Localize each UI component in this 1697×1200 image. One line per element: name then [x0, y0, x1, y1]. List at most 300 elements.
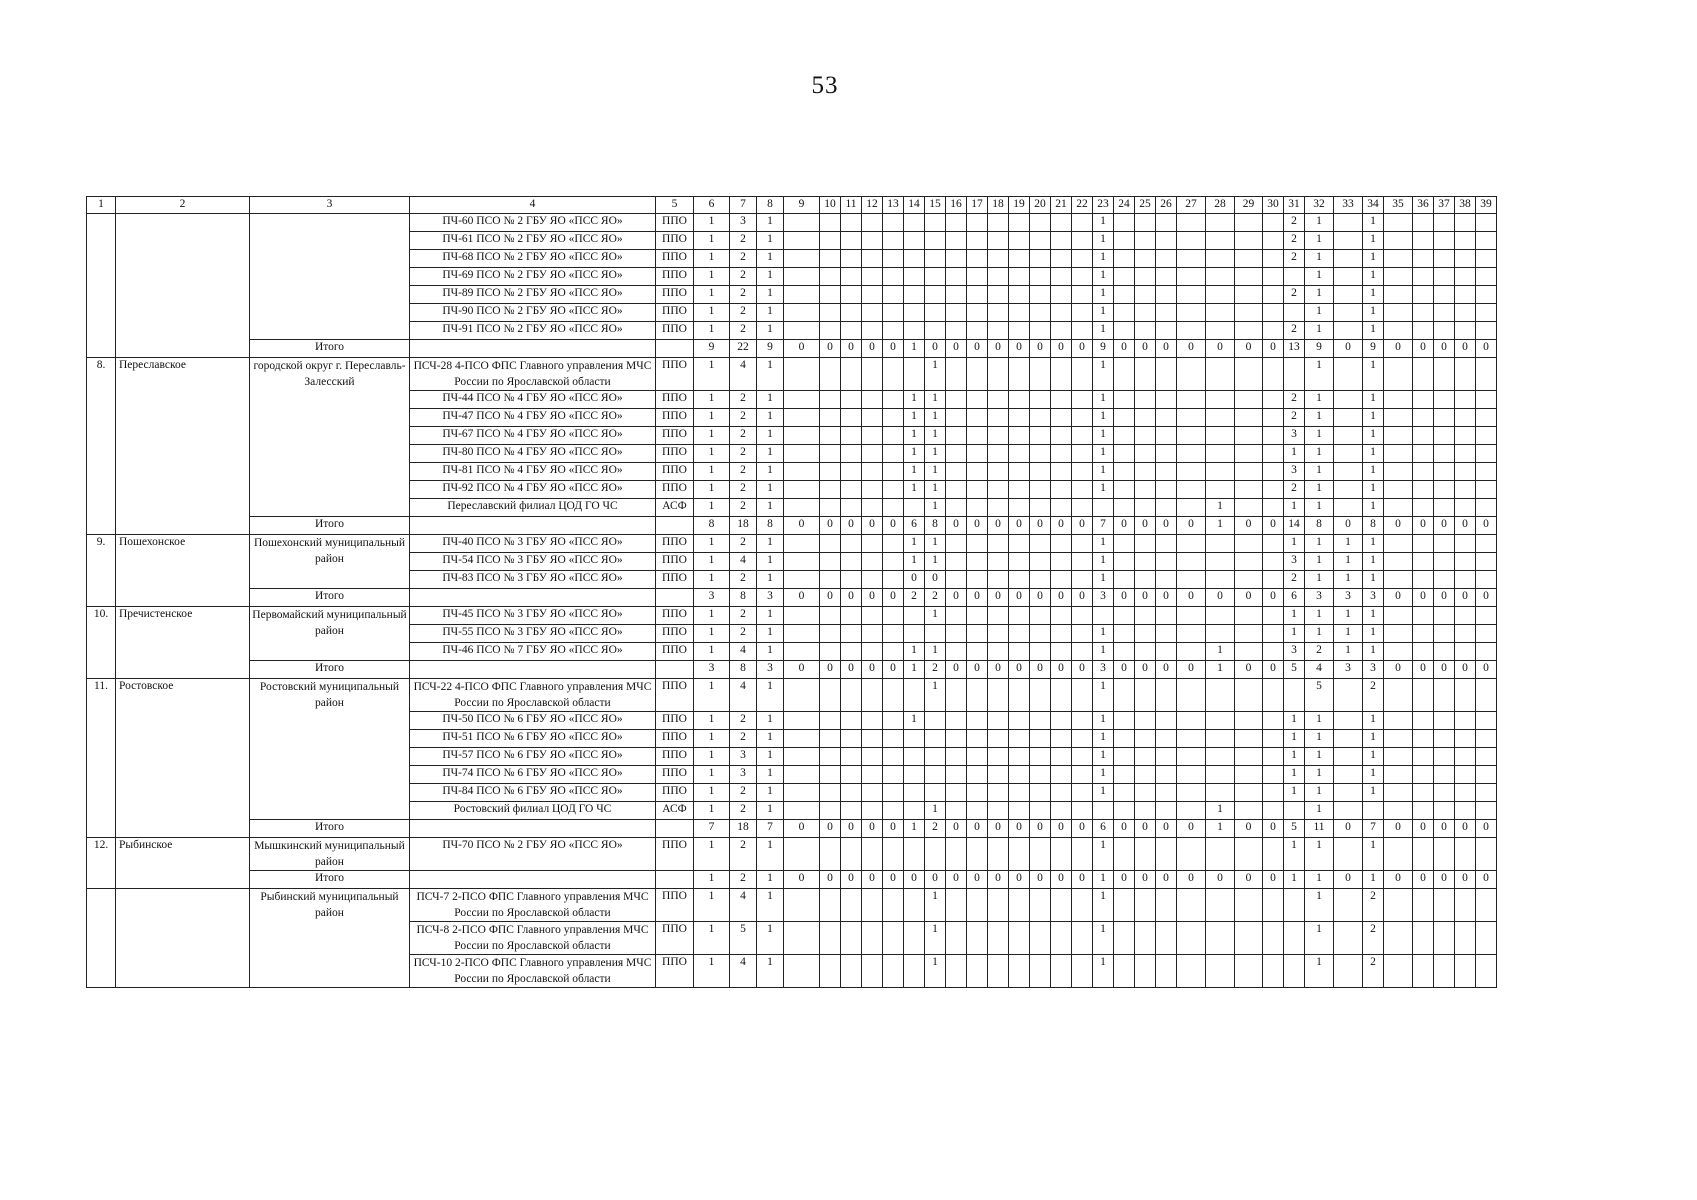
value-cell	[1455, 409, 1476, 427]
value-cell	[1384, 322, 1413, 340]
unit-type-cell: ППО	[656, 391, 694, 409]
value-cell	[841, 214, 862, 232]
value-cell	[1009, 304, 1030, 322]
total-value-cell: 3	[1305, 589, 1334, 607]
value-cell	[1235, 427, 1263, 445]
value-cell	[1384, 607, 1413, 625]
value-cell	[784, 250, 820, 268]
value-cell	[1235, 643, 1263, 661]
total-label-cell: Итого	[250, 517, 410, 535]
value-cell	[1030, 955, 1051, 988]
value-cell	[1030, 427, 1051, 445]
value-cell	[967, 409, 988, 427]
value-cell	[784, 679, 820, 712]
value-cell	[820, 481, 841, 499]
value-cell	[820, 553, 841, 571]
value-cell: 1	[757, 625, 784, 643]
value-cell	[1206, 784, 1235, 802]
total-value-cell: 0	[784, 340, 820, 358]
total-value-cell: 0	[820, 589, 841, 607]
value-cell	[820, 214, 841, 232]
value-cell	[841, 838, 862, 871]
value-cell: 1	[1305, 214, 1334, 232]
value-cell	[967, 481, 988, 499]
total-value-cell: 0	[1114, 589, 1135, 607]
value-cell	[862, 784, 883, 802]
unit-type-cell: ППО	[656, 607, 694, 625]
value-cell	[784, 838, 820, 871]
value-cell	[1476, 322, 1497, 340]
value-cell	[1072, 391, 1093, 409]
value-cell: 1	[1093, 784, 1114, 802]
value-cell	[1235, 232, 1263, 250]
total-value-cell: 0	[1334, 340, 1363, 358]
value-cell: 1	[1363, 250, 1384, 268]
value-cell	[1384, 889, 1413, 922]
value-cell: 1	[925, 427, 946, 445]
value-cell	[862, 838, 883, 871]
value-cell: 1	[1334, 643, 1363, 661]
value-cell	[1206, 679, 1235, 712]
table-row	[87, 679, 1497, 712]
unit-type-cell: ППО	[656, 427, 694, 445]
value-cell	[1455, 643, 1476, 661]
total-value-cell: 1	[1093, 871, 1114, 889]
value-cell	[883, 712, 904, 730]
total-value-cell: 0	[967, 589, 988, 607]
value-cell	[784, 643, 820, 661]
total-value-cell: 0	[862, 589, 883, 607]
unit-name-cell: ПЧ-74 ПСО № 6 ГБУ ЯО «ПСС ЯО»	[410, 766, 656, 784]
value-cell	[883, 838, 904, 871]
value-cell	[1476, 889, 1497, 922]
unit-name-cell: ПЧ-47 ПСО № 4 ГБУ ЯО «ПСС ЯО»	[410, 409, 656, 427]
value-cell	[1434, 712, 1455, 730]
total-value-cell: 1	[904, 340, 925, 358]
value-cell	[1434, 232, 1455, 250]
value-cell	[1455, 322, 1476, 340]
value-cell	[1434, 445, 1455, 463]
value-cell	[1206, 607, 1235, 625]
value-cell: 1	[694, 391, 730, 409]
value-cell: 1	[1093, 427, 1114, 445]
total-value-cell: 11	[1305, 820, 1334, 838]
value-cell: 1	[1305, 571, 1334, 589]
total-row	[87, 661, 1497, 679]
value-cell	[1413, 232, 1434, 250]
value-cell	[1072, 571, 1093, 589]
value-cell	[1051, 571, 1072, 589]
value-cell: 1	[694, 214, 730, 232]
total-value-cell: 0	[967, 661, 988, 679]
total-value-cell: 0	[1177, 517, 1206, 535]
column-number: 12	[862, 197, 883, 214]
value-cell	[1206, 625, 1235, 643]
value-cell	[841, 712, 862, 730]
value-cell	[1206, 214, 1235, 232]
value-cell	[820, 679, 841, 712]
value-cell: 1	[1305, 427, 1334, 445]
value-cell	[1434, 955, 1455, 988]
value-cell	[967, 286, 988, 304]
value-cell: 1	[1093, 748, 1114, 766]
value-cell	[1235, 286, 1263, 304]
total-value-cell: 3	[694, 589, 730, 607]
value-cell	[988, 322, 1009, 340]
value-cell: 1	[1305, 766, 1334, 784]
value-cell: 1	[904, 553, 925, 571]
value-cell: 2	[1284, 481, 1305, 499]
value-cell: 1	[1305, 730, 1334, 748]
value-cell	[1455, 625, 1476, 643]
value-cell	[1156, 955, 1177, 988]
total-value-cell: 3	[757, 661, 784, 679]
value-cell	[1009, 232, 1030, 250]
unit-type-cell: ППО	[656, 322, 694, 340]
value-cell: 2	[730, 535, 757, 553]
total-value-cell: 1	[904, 820, 925, 838]
value-cell: 1	[1284, 445, 1305, 463]
unit-name-cell: ПЧ-83 ПСО № 3 ГБУ ЯО «ПСС ЯО»	[410, 571, 656, 589]
total-value-cell: 0	[883, 589, 904, 607]
value-cell	[1072, 643, 1093, 661]
value-cell	[1235, 463, 1263, 481]
value-cell	[820, 391, 841, 409]
total-value-cell: 0	[1476, 340, 1497, 358]
value-cell: 1	[1305, 712, 1334, 730]
value-cell	[1263, 358, 1284, 391]
value-cell	[1455, 607, 1476, 625]
column-number: 17	[967, 197, 988, 214]
value-cell	[967, 214, 988, 232]
value-cell	[1235, 358, 1263, 391]
value-cell	[1413, 838, 1434, 871]
total-value-cell: 0	[841, 820, 862, 838]
value-cell: 1	[1363, 748, 1384, 766]
value-cell: 1	[694, 955, 730, 988]
value-cell	[1455, 730, 1476, 748]
value-cell	[1413, 553, 1434, 571]
value-cell: 1	[1363, 499, 1384, 517]
total-value-cell: 0	[1156, 871, 1177, 889]
value-cell: 1	[1334, 625, 1363, 643]
value-cell	[841, 955, 862, 988]
value-cell	[1413, 571, 1434, 589]
total-value-cell: 0	[946, 340, 967, 358]
value-cell	[904, 679, 925, 712]
value-cell: 1	[1305, 286, 1334, 304]
unit-type-cell: ППО	[656, 358, 694, 391]
value-cell	[1263, 553, 1284, 571]
value-cell	[1114, 748, 1135, 766]
value-cell	[1413, 445, 1434, 463]
value-cell	[1135, 889, 1156, 922]
value-cell	[862, 391, 883, 409]
value-cell	[946, 409, 967, 427]
value-cell	[1434, 730, 1455, 748]
value-cell	[988, 889, 1009, 922]
value-cell: 1	[1363, 214, 1384, 232]
value-cell	[1455, 553, 1476, 571]
value-cell	[988, 463, 1009, 481]
value-cell: 1	[1363, 286, 1384, 304]
value-cell	[1114, 838, 1135, 871]
value-cell	[784, 922, 820, 955]
total-value-cell: 0	[1030, 517, 1051, 535]
resource-table	[86, 196, 1497, 988]
value-cell	[1455, 268, 1476, 286]
value-cell	[1030, 730, 1051, 748]
value-cell	[967, 766, 988, 784]
value-cell	[1384, 268, 1413, 286]
value-cell	[1263, 712, 1284, 730]
value-cell	[1434, 889, 1455, 922]
value-cell	[967, 679, 988, 712]
value-cell	[1135, 730, 1156, 748]
value-cell	[1114, 322, 1135, 340]
value-cell	[988, 445, 1009, 463]
value-cell	[784, 286, 820, 304]
total-value-cell: 0	[1177, 820, 1206, 838]
value-cell	[1455, 766, 1476, 784]
total-value-cell: 0	[784, 871, 820, 889]
unit-type-cell: ППО	[656, 748, 694, 766]
value-cell	[1263, 250, 1284, 268]
value-cell	[1334, 766, 1363, 784]
value-cell: 1	[1305, 463, 1334, 481]
district-cell	[116, 889, 250, 988]
value-cell	[1114, 499, 1135, 517]
value-cell: 1	[1363, 445, 1384, 463]
value-cell: 1	[694, 409, 730, 427]
value-cell	[1235, 730, 1263, 748]
value-cell	[1051, 358, 1072, 391]
value-cell	[1284, 679, 1305, 712]
value-cell: 1	[1305, 391, 1334, 409]
unit-type-cell: АСФ	[656, 499, 694, 517]
value-cell	[1114, 535, 1135, 553]
value-cell	[1156, 391, 1177, 409]
value-cell	[862, 304, 883, 322]
value-cell: 1	[925, 463, 946, 481]
value-cell	[1072, 463, 1093, 481]
value-cell	[1093, 607, 1114, 625]
value-cell: 1	[757, 358, 784, 391]
value-cell	[1263, 232, 1284, 250]
value-cell	[1384, 463, 1413, 481]
value-cell	[1135, 445, 1156, 463]
total-value-cell: 0	[1455, 871, 1476, 889]
value-cell: 3	[1284, 553, 1305, 571]
value-cell	[1135, 427, 1156, 445]
value-cell	[946, 766, 967, 784]
value-cell	[1434, 784, 1455, 802]
value-cell	[1235, 535, 1263, 553]
municipality-cell	[250, 214, 410, 340]
value-cell: 1	[904, 463, 925, 481]
total-value-cell: 0	[841, 661, 862, 679]
total-value-cell: 0	[1206, 589, 1235, 607]
value-cell	[1030, 391, 1051, 409]
value-cell	[1135, 955, 1156, 988]
total-value-cell: 22	[730, 340, 757, 358]
value-cell	[1206, 553, 1235, 571]
value-cell	[1334, 286, 1363, 304]
value-cell	[862, 445, 883, 463]
value-cell: 1	[757, 712, 784, 730]
value-cell: 1	[694, 445, 730, 463]
value-cell	[820, 322, 841, 340]
value-cell	[1135, 535, 1156, 553]
value-cell	[1030, 358, 1051, 391]
value-cell: 5	[730, 922, 757, 955]
value-cell	[1051, 391, 1072, 409]
value-cell: 1	[925, 409, 946, 427]
value-cell	[1114, 391, 1135, 409]
value-cell	[1030, 463, 1051, 481]
value-cell	[1009, 445, 1030, 463]
value-cell	[967, 838, 988, 871]
value-cell: 1	[694, 838, 730, 871]
value-cell	[1413, 730, 1434, 748]
value-cell	[1135, 571, 1156, 589]
value-cell: 1	[1363, 607, 1384, 625]
value-cell	[1114, 463, 1135, 481]
value-cell: 2	[730, 445, 757, 463]
value-cell	[1413, 748, 1434, 766]
value-cell	[784, 322, 820, 340]
total-value-cell: 0	[1135, 517, 1156, 535]
municipality-cell: Мышкинский муниципальный район	[250, 838, 410, 871]
value-cell	[988, 784, 1009, 802]
municipality-cell: городской округ г. Переславль-Залесский	[250, 358, 410, 517]
value-cell	[1114, 766, 1135, 784]
value-cell: 1	[1284, 607, 1305, 625]
value-cell: 1	[1093, 625, 1114, 643]
total-value-cell: 0	[1476, 589, 1497, 607]
value-cell	[883, 481, 904, 499]
value-cell	[1156, 286, 1177, 304]
value-cell	[1263, 214, 1284, 232]
value-cell	[925, 712, 946, 730]
value-cell	[1206, 766, 1235, 784]
value-cell	[841, 481, 862, 499]
unit-type-cell: ППО	[656, 409, 694, 427]
unit-name-cell: ПЧ-45 ПСО № 3 ГБУ ЯО «ПСС ЯО»	[410, 607, 656, 625]
value-cell	[1072, 304, 1093, 322]
value-cell: 1	[1093, 409, 1114, 427]
value-cell: 2	[730, 409, 757, 427]
value-cell: 2	[1305, 643, 1334, 661]
unit-name-cell: ПЧ-55 ПСО № 3 ГБУ ЯО «ПСС ЯО»	[410, 625, 656, 643]
total-value-cell: 0	[1156, 589, 1177, 607]
value-cell	[1413, 643, 1434, 661]
value-cell: 1	[694, 463, 730, 481]
value-cell	[1030, 322, 1051, 340]
value-cell	[925, 232, 946, 250]
value-cell	[967, 730, 988, 748]
value-cell	[1334, 409, 1363, 427]
value-cell: 1	[1363, 712, 1384, 730]
value-cell	[1235, 922, 1263, 955]
value-cell	[1413, 286, 1434, 304]
value-cell	[1206, 232, 1235, 250]
value-cell: 2	[730, 250, 757, 268]
value-cell	[1009, 214, 1030, 232]
value-cell	[1030, 922, 1051, 955]
value-cell: 1	[1305, 409, 1334, 427]
value-cell	[820, 922, 841, 955]
value-cell	[1135, 553, 1156, 571]
value-cell	[1051, 535, 1072, 553]
value-cell: 1	[1363, 358, 1384, 391]
total-value-cell: 0	[967, 820, 988, 838]
value-cell	[946, 784, 967, 802]
total-value-cell: 18	[730, 820, 757, 838]
value-cell	[883, 889, 904, 922]
value-cell	[1009, 358, 1030, 391]
value-cell: 1	[757, 766, 784, 784]
value-cell	[862, 625, 883, 643]
unit-name-cell: ПЧ-67 ПСО № 4 ГБУ ЯО «ПСС ЯО»	[410, 427, 656, 445]
value-cell: 1	[694, 499, 730, 517]
unit-type-cell: ППО	[656, 730, 694, 748]
value-cell	[1156, 802, 1177, 820]
total-value-cell: 9	[694, 340, 730, 358]
value-cell	[1413, 625, 1434, 643]
value-cell	[1334, 268, 1363, 286]
total-value-cell: 8	[730, 589, 757, 607]
value-cell	[883, 499, 904, 517]
total-value-cell: 1	[1363, 871, 1384, 889]
value-cell	[1177, 766, 1206, 784]
value-cell: 1	[925, 922, 946, 955]
value-cell: 1	[1093, 571, 1114, 589]
value-cell	[1235, 625, 1263, 643]
value-cell	[883, 571, 904, 589]
value-cell	[904, 625, 925, 643]
value-cell	[862, 955, 883, 988]
value-cell: 1	[1363, 481, 1384, 499]
total-value-cell: 7	[1093, 517, 1114, 535]
value-cell	[1009, 625, 1030, 643]
unit-name-cell: ПЧ-40 ПСО № 3 ГБУ ЯО «ПСС ЯО»	[410, 535, 656, 553]
value-cell	[1135, 748, 1156, 766]
value-cell	[1235, 766, 1263, 784]
value-cell: 1	[1305, 922, 1334, 955]
value-cell	[1030, 607, 1051, 625]
value-cell: 2	[1284, 391, 1305, 409]
value-cell	[1455, 427, 1476, 445]
value-cell	[1206, 304, 1235, 322]
value-cell	[1030, 712, 1051, 730]
value-cell	[841, 922, 862, 955]
value-cell: 1	[694, 625, 730, 643]
total-value-cell: 0	[1455, 820, 1476, 838]
value-cell	[967, 499, 988, 517]
value-cell	[904, 730, 925, 748]
value-cell	[1434, 607, 1455, 625]
value-cell	[1206, 535, 1235, 553]
value-cell	[1434, 322, 1455, 340]
value-cell	[988, 625, 1009, 643]
total-value-cell: 0	[925, 871, 946, 889]
value-cell: 1	[757, 679, 784, 712]
total-value-cell: 3	[1093, 661, 1114, 679]
total-label-cell: Итого	[250, 871, 410, 889]
value-cell	[1072, 481, 1093, 499]
value-cell: 1	[925, 481, 946, 499]
